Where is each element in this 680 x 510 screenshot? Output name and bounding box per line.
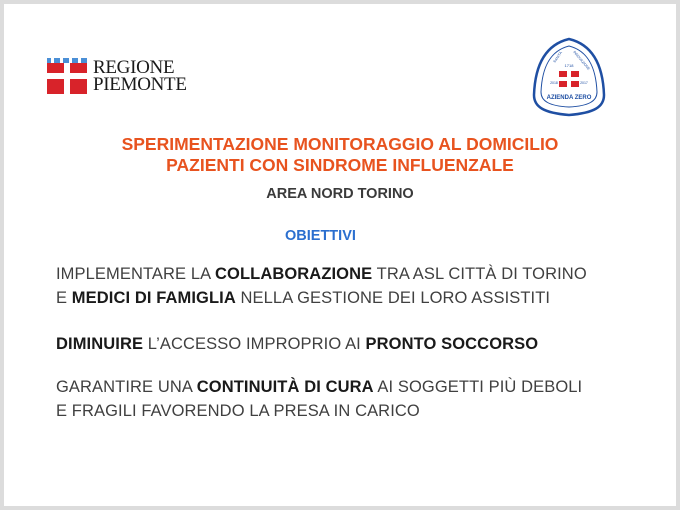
text-segment: L’ACCESSO IMPROPRIO AI — [143, 335, 366, 353]
badge-year-right: 2017 — [580, 81, 588, 85]
badge-arc-right: INNOVAZIONE — [572, 50, 591, 71]
regione-piemonte-logo — [47, 58, 187, 94]
emphasis-segment: CONTINUITÀ DI CURA — [196, 378, 374, 396]
badge-arc-left: SANITÀ — [552, 50, 564, 64]
objective-1-line-1 — [56, 265, 587, 284]
azienda-zero-badge-icon — [530, 37, 608, 117]
objective-2 — [56, 335, 538, 354]
piemonte-flag-icon — [47, 58, 87, 94]
regione-label: REGIONE — [93, 57, 175, 78]
objective-3-line-1 — [56, 378, 582, 397]
text-segment: NELLA GESTIONE DEI LORO ASSISTITI — [235, 289, 551, 307]
emphasis-segment: MEDICI DI FAMIGLIA — [71, 289, 236, 307]
piemonte-label: PIEMONTE — [93, 74, 187, 95]
badge-year-left: 2018 — [550, 81, 558, 85]
emphasis-segment: COLLABORAZIONE — [215, 265, 373, 283]
title-line-2: PAZIENTI CON SINDROME INFLUENZALE — [166, 155, 514, 175]
title-line-1: SPERIMENTAZIONE MONITORAGGIO AL DOMICILIO — [121, 134, 559, 154]
section-heading: OBIETTIVI — [285, 228, 356, 244]
text-segment: TRA ASL CITTÀ DI TORINO — [372, 265, 587, 283]
regione-piemonte-wordmark — [93, 59, 187, 93]
objective-1-line-2 — [56, 289, 550, 308]
emphasis-segment: DIMINUIRE — [56, 335, 144, 353]
text-segment: AI SOGGETTI PIÙ DEBOLI — [373, 378, 583, 396]
subtitle: AREA NORD TORINO — [266, 186, 414, 202]
text-segment: GARANTIRE UNA — [56, 378, 197, 396]
azienda-zero-logo — [530, 37, 608, 117]
text-segment: IMPLEMENTARE LA — [56, 265, 216, 283]
text-segment: E — [56, 289, 72, 307]
badge-year-top: 1718 — [564, 63, 574, 68]
objective-3-line-2: E FRAGILI FAVORENDO LA PRESA IN CARICO — [56, 402, 420, 420]
emphasis-segment: PRONTO SOCCORSO — [365, 335, 539, 353]
azienda-zero-label: AZIENDA ZERO — [546, 95, 592, 101]
